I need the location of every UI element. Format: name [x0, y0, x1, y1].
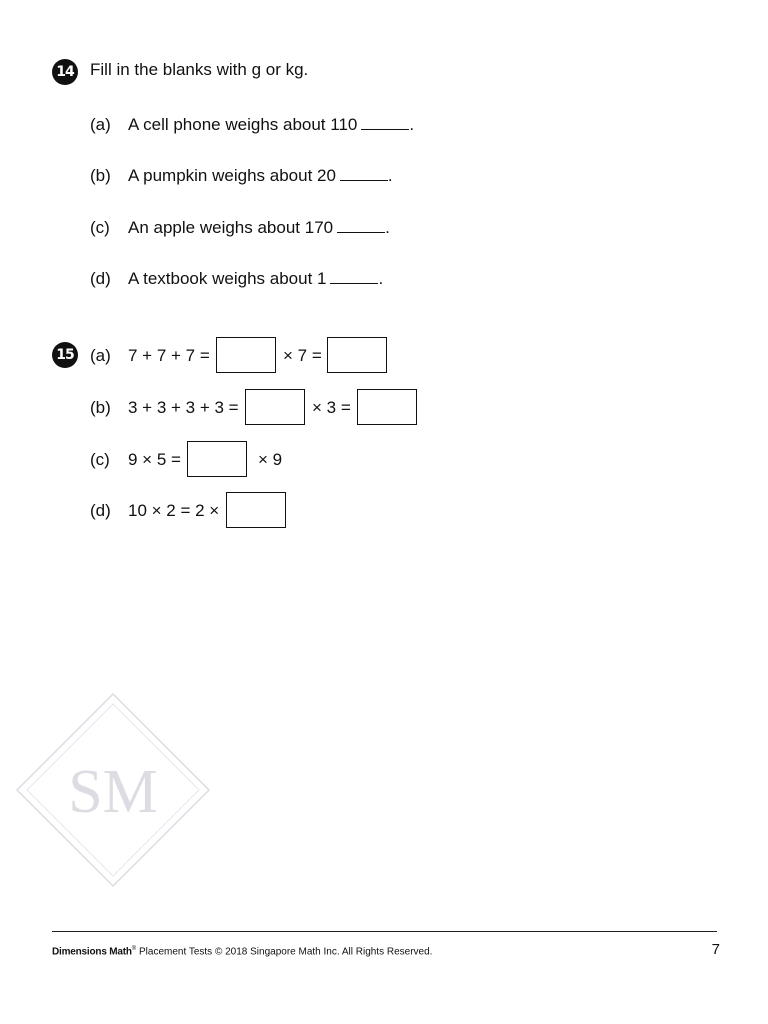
math-expression: 3 + 3 + 3 + 3 = [128, 398, 239, 417]
part-label: (c) [90, 450, 110, 469]
question-14c [90, 215, 390, 239]
part-label: (a) [90, 115, 111, 134]
footer-text: Placement Tests © 2018 Singapore Math Inc. All Rights Reserved. [136, 946, 433, 958]
math-expression: 9 × 5 = [128, 450, 181, 469]
answer-blank[interactable] [361, 112, 409, 130]
question-text: A textbook weighs about 1 [128, 269, 327, 288]
math-operator: × 7 = [283, 346, 322, 365]
math-expression: 7 + 7 + 7 = [128, 346, 210, 365]
part-label: (d) [90, 269, 111, 288]
footer-brand: Dimensions Math [52, 946, 132, 958]
footer-divider [52, 931, 717, 932]
part-label: (a) [90, 346, 111, 365]
question-number-badge: 14 [52, 59, 78, 85]
part-label: (d) [90, 501, 111, 520]
question-14a [90, 112, 414, 136]
registered-mark: ® [131, 946, 137, 952]
question-14b [90, 163, 393, 187]
answer-box[interactable] [327, 337, 387, 373]
question-14d [90, 266, 383, 290]
answer-box[interactable] [216, 337, 276, 373]
period: . [387, 166, 393, 185]
question-instruction: Fill in the blanks with g or kg. [90, 60, 309, 79]
period: . [378, 269, 384, 288]
period: . [409, 115, 415, 134]
period: . [385, 218, 390, 237]
footer-copyright [52, 946, 432, 957]
answer-box[interactable] [357, 389, 417, 425]
question-text: A cell phone weighs about 110 [128, 115, 358, 134]
answer-blank[interactable] [337, 215, 385, 233]
math-operator: × 9 [258, 450, 283, 469]
sm-watermark-logo [15, 692, 211, 888]
answer-box[interactable] [187, 441, 247, 477]
part-label: (c) [90, 218, 110, 237]
part-label: (b) [90, 398, 111, 417]
answer-blank[interactable] [340, 163, 388, 181]
watermark-text: SM [68, 758, 158, 826]
question-text: A pumpkin weighs about 20 [128, 166, 336, 185]
answer-box[interactable] [226, 492, 286, 528]
page-number: 7 [711, 941, 720, 958]
part-label: (b) [90, 166, 111, 185]
answer-blank[interactable] [330, 266, 378, 284]
question-text: An apple weighs about 170 [128, 218, 334, 237]
math-operator: × 3 = [312, 398, 351, 417]
answer-box[interactable] [245, 389, 305, 425]
math-expression: 10 × 2 = 2 × [128, 501, 220, 520]
question-number-badge: 15 [52, 342, 78, 368]
